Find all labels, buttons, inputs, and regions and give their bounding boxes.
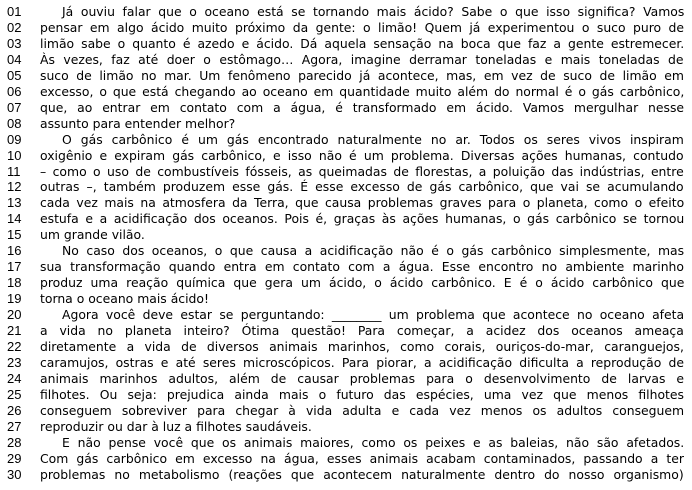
line-text: excesso, o que está chegando ao oceano em quantidade muito além do normal é o gás carbônico, xyxy=(40,83,685,99)
line-text: – como o uso de combustíveis fósseis, as queimadas de florestas, a poluição das indústrias, entre xyxy=(40,163,684,179)
line-text: O gás carbônico é um gás encontrado naturalmente no ar. Todos os seres vivos inspiram xyxy=(62,131,684,147)
line-number: 21 xyxy=(7,323,22,338)
text-line xyxy=(0,355,692,371)
text-line xyxy=(0,116,692,132)
line-number: 16 xyxy=(7,243,22,259)
line-number: 08 xyxy=(7,115,22,131)
line-text: oxigênio e expiram gás carbônico, e isso não é um problema. Diversas ações humanas, contudo xyxy=(40,147,684,163)
line-text: reproduzir ou dar à luz a filhotes saudáveis. xyxy=(40,418,312,434)
line-number: 24 xyxy=(7,370,22,386)
text-line xyxy=(0,20,692,36)
line-text: caramujos, ostras e até seres microscópicos. Para piorar, a acidificação dificulta a reprodução de xyxy=(40,354,684,370)
text-line xyxy=(0,4,692,20)
text-line xyxy=(0,307,692,323)
line-text: Com gás carbônico em excesso na água, esses animais acabam contaminados, passando a ter xyxy=(40,450,684,466)
line-number: 23 xyxy=(7,354,22,370)
line-text: animais marinhos adultos, além de causar problemas para o desenvolvimento de larvas e xyxy=(40,370,685,386)
line-number: 19 xyxy=(7,291,22,307)
line-text: Já ouviu falar que o oceano está se tornando mais ácido? Sabe o que isso significa? Vamos xyxy=(62,4,685,19)
line-text: problemas no metabolismo (reações que acontecem naturalmente dentro do nosso organismo) xyxy=(40,466,684,482)
text-line xyxy=(0,52,692,68)
line-text: limão sabe o quanto é azedo e ácido. Dá aquela sensação na boca que faz a gente estremecer. xyxy=(40,35,685,51)
line-text: pensar em algo ácido muito próximo da gente: o limão! Quem já experimentou o suco puro de xyxy=(40,19,685,35)
line-text: Agora você deve estar se perguntando: ________ um problema que acontece no oceano afeta xyxy=(62,307,685,323)
line-number: 13 xyxy=(7,195,22,211)
line-text: filhotes. Ou seja: prejudica ainda mais o futuro das espécies, uma vez que menos filhotes xyxy=(40,386,684,402)
line-number: 05 xyxy=(7,67,22,83)
text-line xyxy=(0,291,692,307)
text-line xyxy=(0,164,692,180)
text-line xyxy=(0,68,692,84)
line-number: 26 xyxy=(7,402,22,418)
line-text: assunto para entender melhor? xyxy=(40,115,236,131)
text-line xyxy=(0,100,692,116)
line-number: 10 xyxy=(7,147,22,163)
text-line xyxy=(0,371,692,387)
line-number: 14 xyxy=(7,211,22,227)
text-line xyxy=(0,451,692,467)
text-line xyxy=(0,403,692,419)
line-number: 04 xyxy=(7,51,22,67)
text-line xyxy=(0,36,692,52)
line-number: 02 xyxy=(7,19,22,35)
line-number: 18 xyxy=(7,275,22,291)
line-number: 27 xyxy=(7,418,22,434)
line-text: que, ao entrar em contato com a água, é transformado em ácido. Vamos mergulhar nesse xyxy=(40,99,685,115)
line-text: outras –, também produzem esse gás. É esse excesso de gás carbônico, que vai se acumulando xyxy=(40,179,684,195)
line-text: E não pense você que os animais maiores, como os peixes e as baleias, não são afetados. xyxy=(62,434,685,450)
text-line xyxy=(0,339,692,355)
line-text: cada vez mais na atmosfera da Terra, que causa problemas graves para o planeta, como o efeito xyxy=(40,195,685,211)
line-text: conseguem sobreviver para chegar à vida adulta e cada vez menos os adultos conseguem xyxy=(40,402,685,418)
line-text: Às vezes, faz até doer o estômago… Agora, imagine derramar toneladas e mais toneladas de xyxy=(40,51,684,67)
text-line xyxy=(0,148,692,164)
line-number: 20 xyxy=(7,307,22,323)
text-line xyxy=(0,387,692,403)
line-number: 30 xyxy=(7,466,22,482)
text-line xyxy=(0,132,692,148)
line-text: a vida no planeta inteiro? Ótima questão! Para começar, a acidez dos oceanos ameaça xyxy=(40,323,684,338)
text-line xyxy=(0,435,692,451)
line-number: 01 xyxy=(7,4,22,19)
line-text: produz uma reação química que gera um ácido, o ácido carbônico. E é o ácido carbônico que xyxy=(40,275,685,291)
line-number: 06 xyxy=(7,83,22,99)
text-line xyxy=(0,179,692,195)
line-number: 03 xyxy=(7,35,22,51)
line-number: 15 xyxy=(7,227,22,243)
line-number: 17 xyxy=(7,259,22,275)
text-line xyxy=(0,467,692,483)
text-line xyxy=(0,275,692,291)
text-line xyxy=(0,419,692,435)
line-number: 29 xyxy=(7,450,22,466)
line-number: 12 xyxy=(7,179,22,195)
line-text: sua transformação quando entra em contato com a água. Esse encontro no ambiente marinho xyxy=(40,259,684,275)
line-text: torna o oceano mais ácido! xyxy=(40,291,209,307)
line-text: suco de limão no mar. Um fenômeno parecido já acontece, mas, em vez de suco de limão em xyxy=(40,67,684,83)
text-line xyxy=(0,195,692,211)
text-line xyxy=(0,211,692,227)
line-number: 25 xyxy=(7,386,22,402)
text-line xyxy=(0,227,692,243)
line-text: um grande vilão. xyxy=(40,227,145,243)
line-text: diretamente a vida de diversos animais marinhos, como corais, ouriços-do-mar, caranguejos, xyxy=(40,338,684,354)
text-line xyxy=(0,259,692,275)
line-text: estufa e a acidificação dos oceanos. Pois é, graças às ações humanas, o gás carbônico se tornou xyxy=(40,211,685,227)
text-line xyxy=(0,84,692,100)
line-number: 09 xyxy=(7,131,22,147)
text-line xyxy=(0,243,692,259)
line-number: 22 xyxy=(7,338,22,354)
text-line xyxy=(0,323,692,339)
line-number: 28 xyxy=(7,434,22,450)
line-number: 07 xyxy=(7,99,22,115)
line-number: 11 xyxy=(7,163,21,179)
line-text: No caso dos oceanos, o que causa a acidificação não é o gás carbônico simplesmente, mas xyxy=(62,243,685,259)
